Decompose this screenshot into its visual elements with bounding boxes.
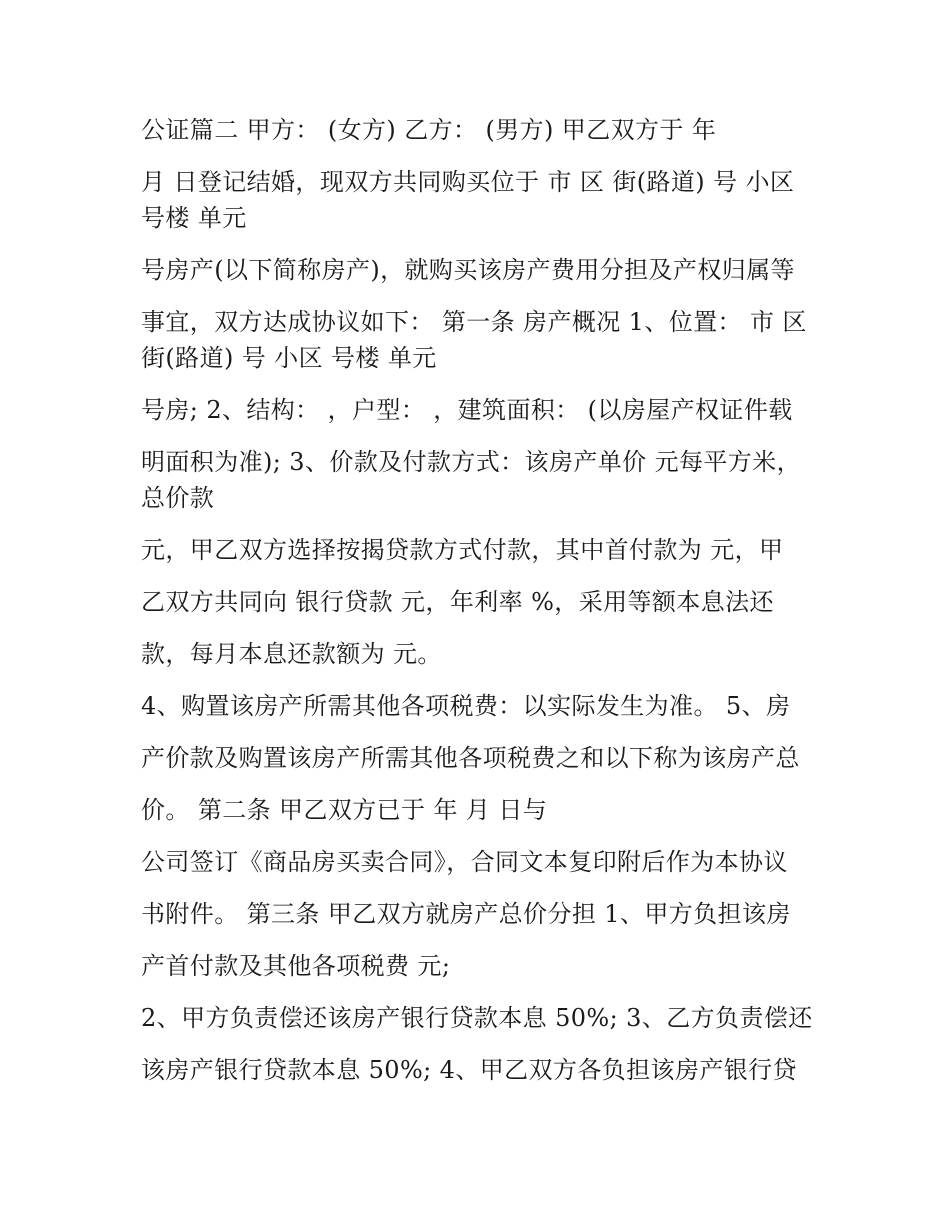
text-line: 2、甲方负责偿还该房产银行贷款本息 50%; 3、乙方负责偿还 xyxy=(141,1004,813,1032)
text-line: 街(路道) 号 小区 号楼 单元 xyxy=(141,344,437,372)
text-line: 元，甲乙双方选择按揭贷款方式付款，其中首付款为 元，甲 xyxy=(141,536,784,564)
text-line: 公司签订《商品房买卖合同》，合同文本复印附后作为本协议 xyxy=(141,848,788,876)
text-line: 明面积为准); 3、价款及付款方式：该房产单价 元每平方米， xyxy=(141,448,801,476)
text-line: 款，每月本息还款额为 元。 xyxy=(141,640,442,668)
text-line: 产首付款及其他各项税费 元; xyxy=(141,952,451,980)
text-line: 公证篇二 甲方： (女方) 乙方： (男方) 甲乙双方于 年 xyxy=(141,116,717,144)
text-line: 书附件。 第三条 甲乙双方就房产总价分担 1、甲方负担该房 xyxy=(141,900,791,928)
text-line: 产价款及购置该房产所需其他各项税费之和以下称为该房产总 xyxy=(141,744,800,772)
text-line: 月 日登记结婚，现双方共同购买位于 市 区 街(路道) 号 小区 xyxy=(141,168,795,196)
document-body xyxy=(141,112,841,1088)
text-line: 号房; 2、结构： ，户型： ，建筑面积： (以房屋产权证件载 xyxy=(141,396,793,424)
text-line: 乙双方共同向 银行贷款 元，年利率 %，采用等额本息法还 xyxy=(141,588,774,616)
text-line: 事宜，双方达成协议如下： 第一条 房产概况 1、位置： 市 区 xyxy=(141,308,807,336)
text-line: 总价款 xyxy=(141,484,215,512)
text-line: 号楼 单元 xyxy=(141,204,247,232)
text-line: 4、购置该房产所需其他各项税费：以实际发生为准。 5、房 xyxy=(141,692,791,720)
text-line: 价。 第二条 甲乙双方已于 年 月 日与 xyxy=(141,796,548,824)
text-line: 号房产(以下简称房产)，就购买该房产费用分担及产权归属等 xyxy=(141,256,795,284)
text-line: 该房产银行贷款本息 50%; 4、甲乙双方各负担该房产银行贷 xyxy=(141,1056,797,1084)
